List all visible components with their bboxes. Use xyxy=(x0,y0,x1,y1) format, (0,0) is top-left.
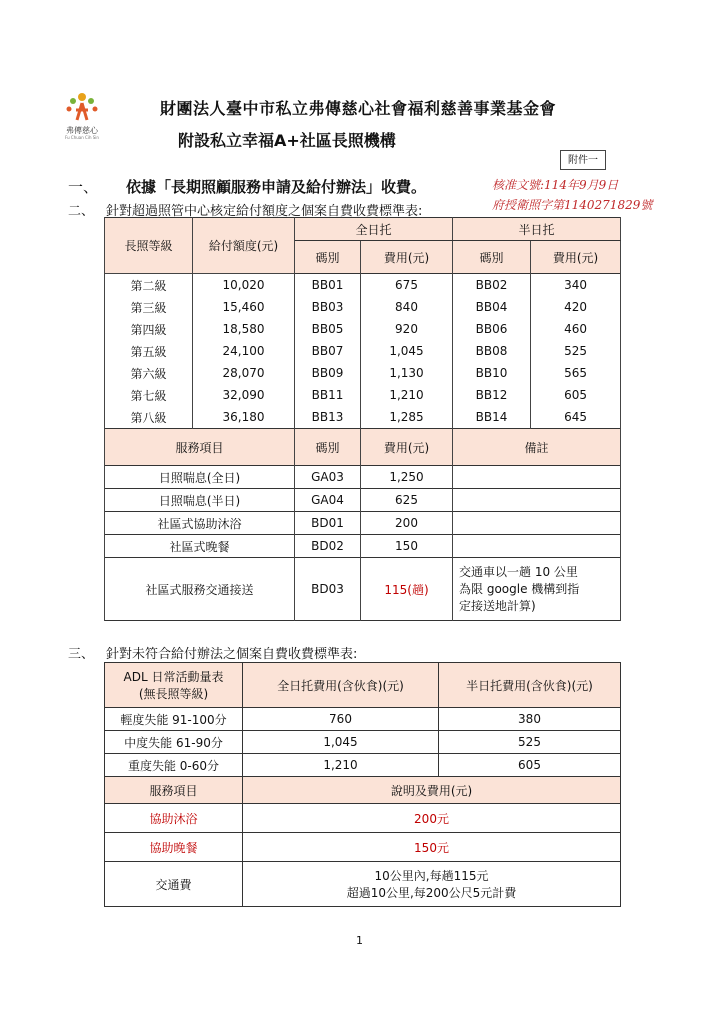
half-day-fee: 380 xyxy=(439,708,621,731)
full-day-fee: 760 xyxy=(243,708,439,731)
full-day-fee: 1,045 xyxy=(243,731,439,754)
fee-full-cell: 1,130 xyxy=(361,362,453,384)
amount-cell: 18,580 xyxy=(193,318,295,340)
subsidy-fee-table xyxy=(104,217,621,621)
header-fee-full: 費用(元) xyxy=(361,241,453,274)
fee-full-cell: 675 xyxy=(361,274,453,297)
approval-stamp-line1: 核准文號:114年9月9日 xyxy=(492,178,619,192)
amount-cell: 24,100 xyxy=(193,340,295,362)
section-3-text: 針對未符合給付辦法之個案自費收費標準表: xyxy=(106,647,358,662)
service-code: BD01 xyxy=(295,512,361,535)
service-remark xyxy=(453,535,621,558)
level-cell: 第八級 xyxy=(105,406,193,429)
service-code: GA03 xyxy=(295,466,361,489)
logo-subtext: Fu Chuan Cih Sin xyxy=(65,135,99,140)
transport-fee-line2: 超過10公里,每200公尺5元計費 xyxy=(346,886,517,900)
table-row xyxy=(105,274,621,297)
fee-half-cell: 525 xyxy=(531,340,621,362)
transport-fee-line1: 10公里內,每趟115元 xyxy=(374,869,489,883)
section-1-number: 一、 xyxy=(68,178,99,196)
transport-fee-description xyxy=(243,862,621,907)
header-full-day-fee: 全日托費用(含伙食)(元) xyxy=(243,663,439,708)
service-row xyxy=(105,489,621,512)
transport-fee-name: 交通費 xyxy=(105,862,243,907)
section-1 xyxy=(68,176,426,197)
level-cell: 第四級 xyxy=(105,318,193,340)
header-service-fee: 費用(元) xyxy=(361,429,453,466)
fee-half-cell: 645 xyxy=(531,406,621,429)
transport-fee-row xyxy=(105,862,621,907)
service-fee: 150 xyxy=(361,535,453,558)
item-name: 協助晚餐 xyxy=(105,833,243,862)
code-half-cell: BB14 xyxy=(453,406,531,429)
item-description: 150元 xyxy=(243,833,621,862)
table-row xyxy=(105,708,621,731)
code-full-cell: BB01 xyxy=(295,274,361,297)
service-fee: 625 xyxy=(361,489,453,512)
service-row xyxy=(105,535,621,558)
approval-stamp-line2: 府授衛照字第1140271829號 xyxy=(492,198,653,212)
page-number: 1 xyxy=(356,934,363,947)
item-name: 協助沐浴 xyxy=(105,804,243,833)
fee-full-cell: 920 xyxy=(361,318,453,340)
level-cell: 第三級 xyxy=(105,296,193,318)
fee-half-cell: 605 xyxy=(531,384,621,406)
header-adl-line1: ADL 日常活動量表 xyxy=(123,670,224,684)
code-full-cell: BB05 xyxy=(295,318,361,340)
amount-cell: 36,180 xyxy=(193,406,295,429)
header-full-day: 全日托 xyxy=(295,218,453,241)
service-remark xyxy=(453,512,621,535)
transport-remark-line2: 為限 google 機構到指 xyxy=(459,581,580,596)
fee-full-cell: 1,045 xyxy=(361,340,453,362)
half-day-fee: 525 xyxy=(439,731,621,754)
section-1-text: 依據「長期照顧服務申請及給付辦法」收費。 xyxy=(126,178,427,196)
table-row xyxy=(105,362,621,384)
amount-cell: 32,090 xyxy=(193,384,295,406)
section-2-text: 針對超過照管中心核定給付額度之個案自費收費標準表: xyxy=(106,204,423,219)
header-half-day: 半日托 xyxy=(453,218,621,241)
level-cell: 第五級 xyxy=(105,340,193,362)
transport-code: BD03 xyxy=(295,558,361,621)
fee-half-cell: 460 xyxy=(531,318,621,340)
transport-fee: 115(趟) xyxy=(361,558,453,621)
header-adl-line2: (無長照等級) xyxy=(138,687,209,701)
code-full-cell: BB07 xyxy=(295,340,361,362)
header-remark: 備註 xyxy=(453,429,621,466)
fee-half-cell: 565 xyxy=(531,362,621,384)
fee-full-cell: 1,210 xyxy=(361,384,453,406)
transport-name: 社區式服務交通接送 xyxy=(105,558,295,621)
facility-title: 附設私立幸福A+社區長照機構 xyxy=(178,131,396,150)
code-half-cell: BB02 xyxy=(453,274,531,297)
service-remark xyxy=(453,466,621,489)
logo-emblem-icon xyxy=(65,92,99,122)
header-service-item: 服務項目 xyxy=(105,777,243,804)
service-code: GA04 xyxy=(295,489,361,512)
level-cell: 第二級 xyxy=(105,274,193,297)
service-code: BD02 xyxy=(295,535,361,558)
item-description: 200元 xyxy=(243,804,621,833)
organization-logo xyxy=(58,92,106,144)
level-cell: 第七級 xyxy=(105,384,193,406)
code-half-cell: BB06 xyxy=(453,318,531,340)
table-row xyxy=(105,296,621,318)
transport-remark xyxy=(453,558,621,621)
header-amount: 給付額度(元) xyxy=(193,218,295,274)
adl-level: 中度失能 61-90分 xyxy=(105,731,243,754)
amount-cell: 15,460 xyxy=(193,296,295,318)
fee-full-cell: 840 xyxy=(361,296,453,318)
table-row xyxy=(105,754,621,777)
code-half-cell: BB08 xyxy=(453,340,531,362)
code-full-cell: BB09 xyxy=(295,362,361,384)
header-service: 服務項目 xyxy=(105,429,295,466)
header-fee-half: 費用(元) xyxy=(531,241,621,274)
code-half-cell: BB04 xyxy=(453,296,531,318)
header-service-code: 碼別 xyxy=(295,429,361,466)
service-row xyxy=(105,512,621,535)
service-remark xyxy=(453,489,621,512)
section-3 xyxy=(68,643,357,662)
fee-half-cell: 340 xyxy=(531,274,621,297)
adl-level: 重度失能 0-60分 xyxy=(105,754,243,777)
table-row xyxy=(105,340,621,362)
service-name: 社區式協助沐浴 xyxy=(105,512,295,535)
logo-text: 弗傳慈心 xyxy=(66,126,98,135)
table-row xyxy=(105,318,621,340)
table-row xyxy=(105,384,621,406)
table-row xyxy=(105,406,621,429)
header-code-half: 碼別 xyxy=(453,241,531,274)
item-row xyxy=(105,804,621,833)
service-name: 社區式晚餐 xyxy=(105,535,295,558)
table-row xyxy=(105,731,621,754)
item-row xyxy=(105,833,621,862)
attachment-label: 附件一 xyxy=(560,150,606,170)
service-fee: 200 xyxy=(361,512,453,535)
service-fee: 1,250 xyxy=(361,466,453,489)
service-name: 日照喘息(半日) xyxy=(105,489,295,512)
level-cell: 第六級 xyxy=(105,362,193,384)
transport-row xyxy=(105,558,621,621)
fee-half-cell: 420 xyxy=(531,296,621,318)
amount-cell: 10,020 xyxy=(193,274,295,297)
fee-full-cell: 1,285 xyxy=(361,406,453,429)
code-half-cell: BB12 xyxy=(453,384,531,406)
full-day-fee: 1,210 xyxy=(243,754,439,777)
section-2-number: 二、 xyxy=(68,204,95,219)
self-pay-fee-table xyxy=(104,662,621,907)
half-day-fee: 605 xyxy=(439,754,621,777)
service-name: 日照喘息(全日) xyxy=(105,466,295,489)
header-code-full: 碼別 xyxy=(295,241,361,274)
header-adl xyxy=(105,663,243,708)
code-full-cell: BB11 xyxy=(295,384,361,406)
header-half-day-fee: 半日托費用(含伙食)(元) xyxy=(439,663,621,708)
code-full-cell: BB13 xyxy=(295,406,361,429)
service-row xyxy=(105,466,621,489)
section-3-number: 三、 xyxy=(68,647,95,662)
transport-remark-line1: 交通車以一趟 10 公里 xyxy=(459,564,578,579)
code-full-cell: BB03 xyxy=(295,296,361,318)
header-level: 長照等級 xyxy=(105,218,193,274)
code-half-cell: BB10 xyxy=(453,362,531,384)
amount-cell: 28,070 xyxy=(193,362,295,384)
header-description: 說明及費用(元) xyxy=(243,777,621,804)
organization-title: 財團法人臺中市私立弗傳慈心社會福利慈善事業基金會 xyxy=(160,99,557,118)
transport-remark-line3: 定接送地計算) xyxy=(459,598,536,613)
adl-level: 輕度失能 91-100分 xyxy=(105,708,243,731)
